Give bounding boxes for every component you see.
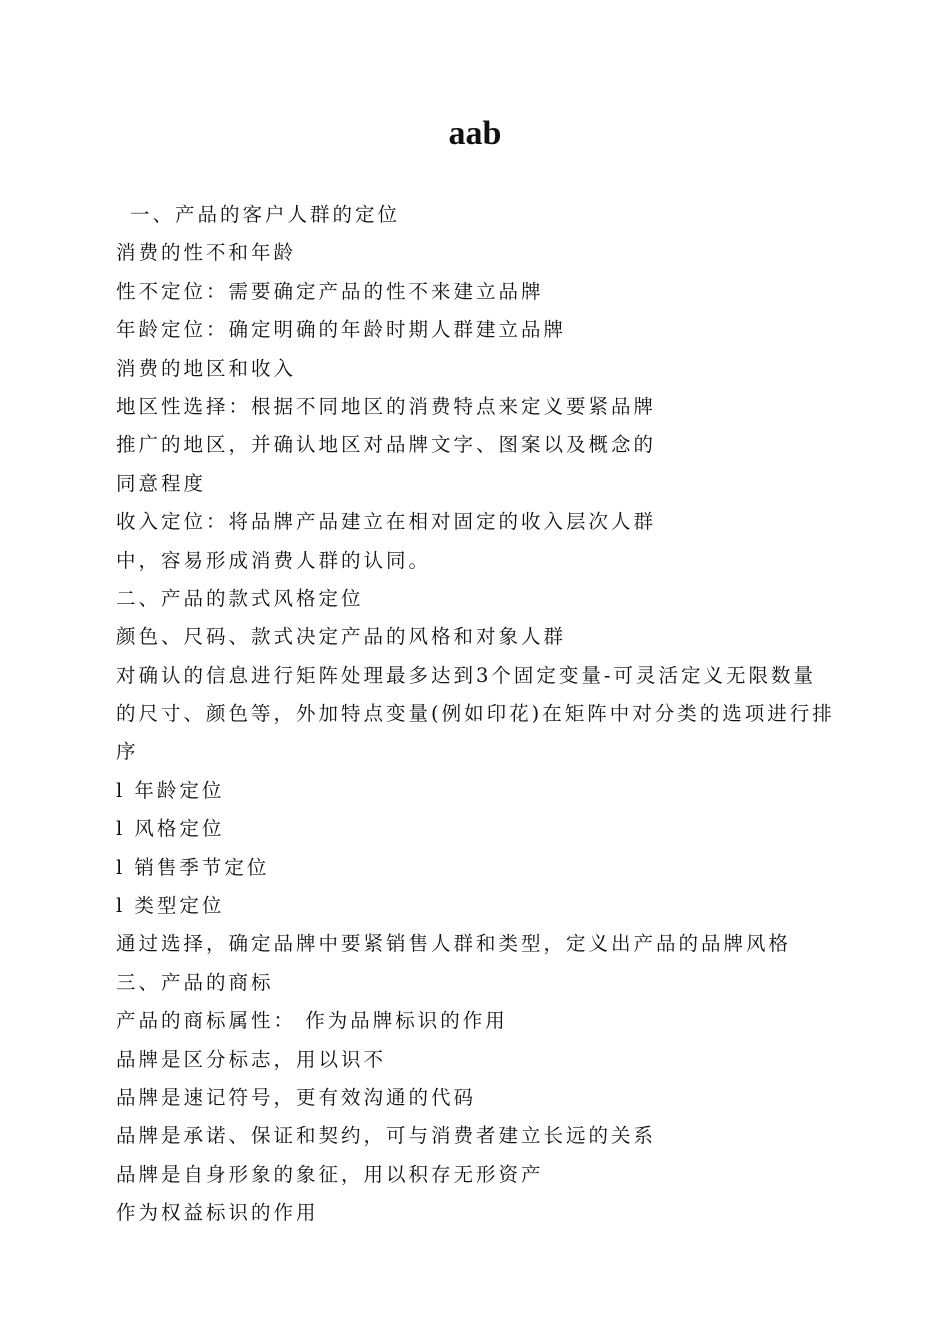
list-item: l 类型定位	[116, 894, 225, 918]
paragraph-line: 中，容易形成消费人群的认同。	[116, 548, 432, 572]
paragraph-line: 颜色、尺码、款式决定产品的风格和对象人群	[116, 625, 567, 649]
paragraph-line: 收入定位：将品牌产品建立在相对固定的收入层次人群	[116, 510, 657, 534]
paragraph-line: 品牌是承诺、保证和契约，可与消费者建立长远的关系	[116, 1124, 657, 1148]
document-body	[116, 196, 836, 1233]
list-item: l 销售季节定位	[116, 855, 270, 879]
paragraph-line: 品牌是区分标志，用以识不	[116, 1047, 387, 1071]
paragraph-line: 同意程度	[116, 471, 207, 495]
paragraph-line: 年龄定位：确定明确的年龄时期人群建立品牌	[116, 318, 567, 342]
paragraph-line: 通过选择，确定品牌中要紧销售人群和类型，定义出产品的品牌风格	[116, 932, 792, 956]
paragraph-line: 地区性选择：根据不同地区的消费特点来定义要紧品牌	[116, 394, 657, 418]
paragraph-line: 序	[116, 740, 139, 764]
list-item: l 风格定位	[116, 817, 225, 841]
paragraph-line: 产品的商标属性： 作为品牌标识的作用	[116, 1009, 508, 1033]
paragraph-line: 推广的地区，并确认地区对品牌文字、图案以及概念的	[116, 433, 657, 457]
list-item: l 年龄定位	[116, 778, 225, 802]
section-heading-2: 二、产品的款式风格定位	[116, 586, 364, 610]
section-heading-1: 一、产品的客户人群的定位	[130, 203, 401, 226]
paragraph-line: 的尺寸、颜色等，外加特点变量(例如印花)在矩阵中对分类的选项进行排	[116, 702, 835, 726]
paragraph-line: 品牌是自身形象的象征，用以积存无形资产	[116, 1162, 544, 1186]
paragraph-line: 品牌是速记符号，更有效沟通的代码	[116, 1085, 477, 1109]
paragraph-line: 对确认的信息进行矩阵处理最多达到3个固定变量-可灵活定义无限数量	[116, 663, 816, 687]
section-heading-3: 三、产品的商标	[116, 970, 274, 994]
paragraph-line: 消费的性不和年龄	[116, 241, 297, 265]
document-title: aab	[448, 115, 502, 152]
paragraph-line: 作为权益标识的作用	[116, 1201, 319, 1225]
paragraph-line: 性不定位：需要确定产品的性不来建立品牌	[116, 279, 544, 303]
paragraph-line: 消费的地区和收入	[116, 356, 297, 380]
